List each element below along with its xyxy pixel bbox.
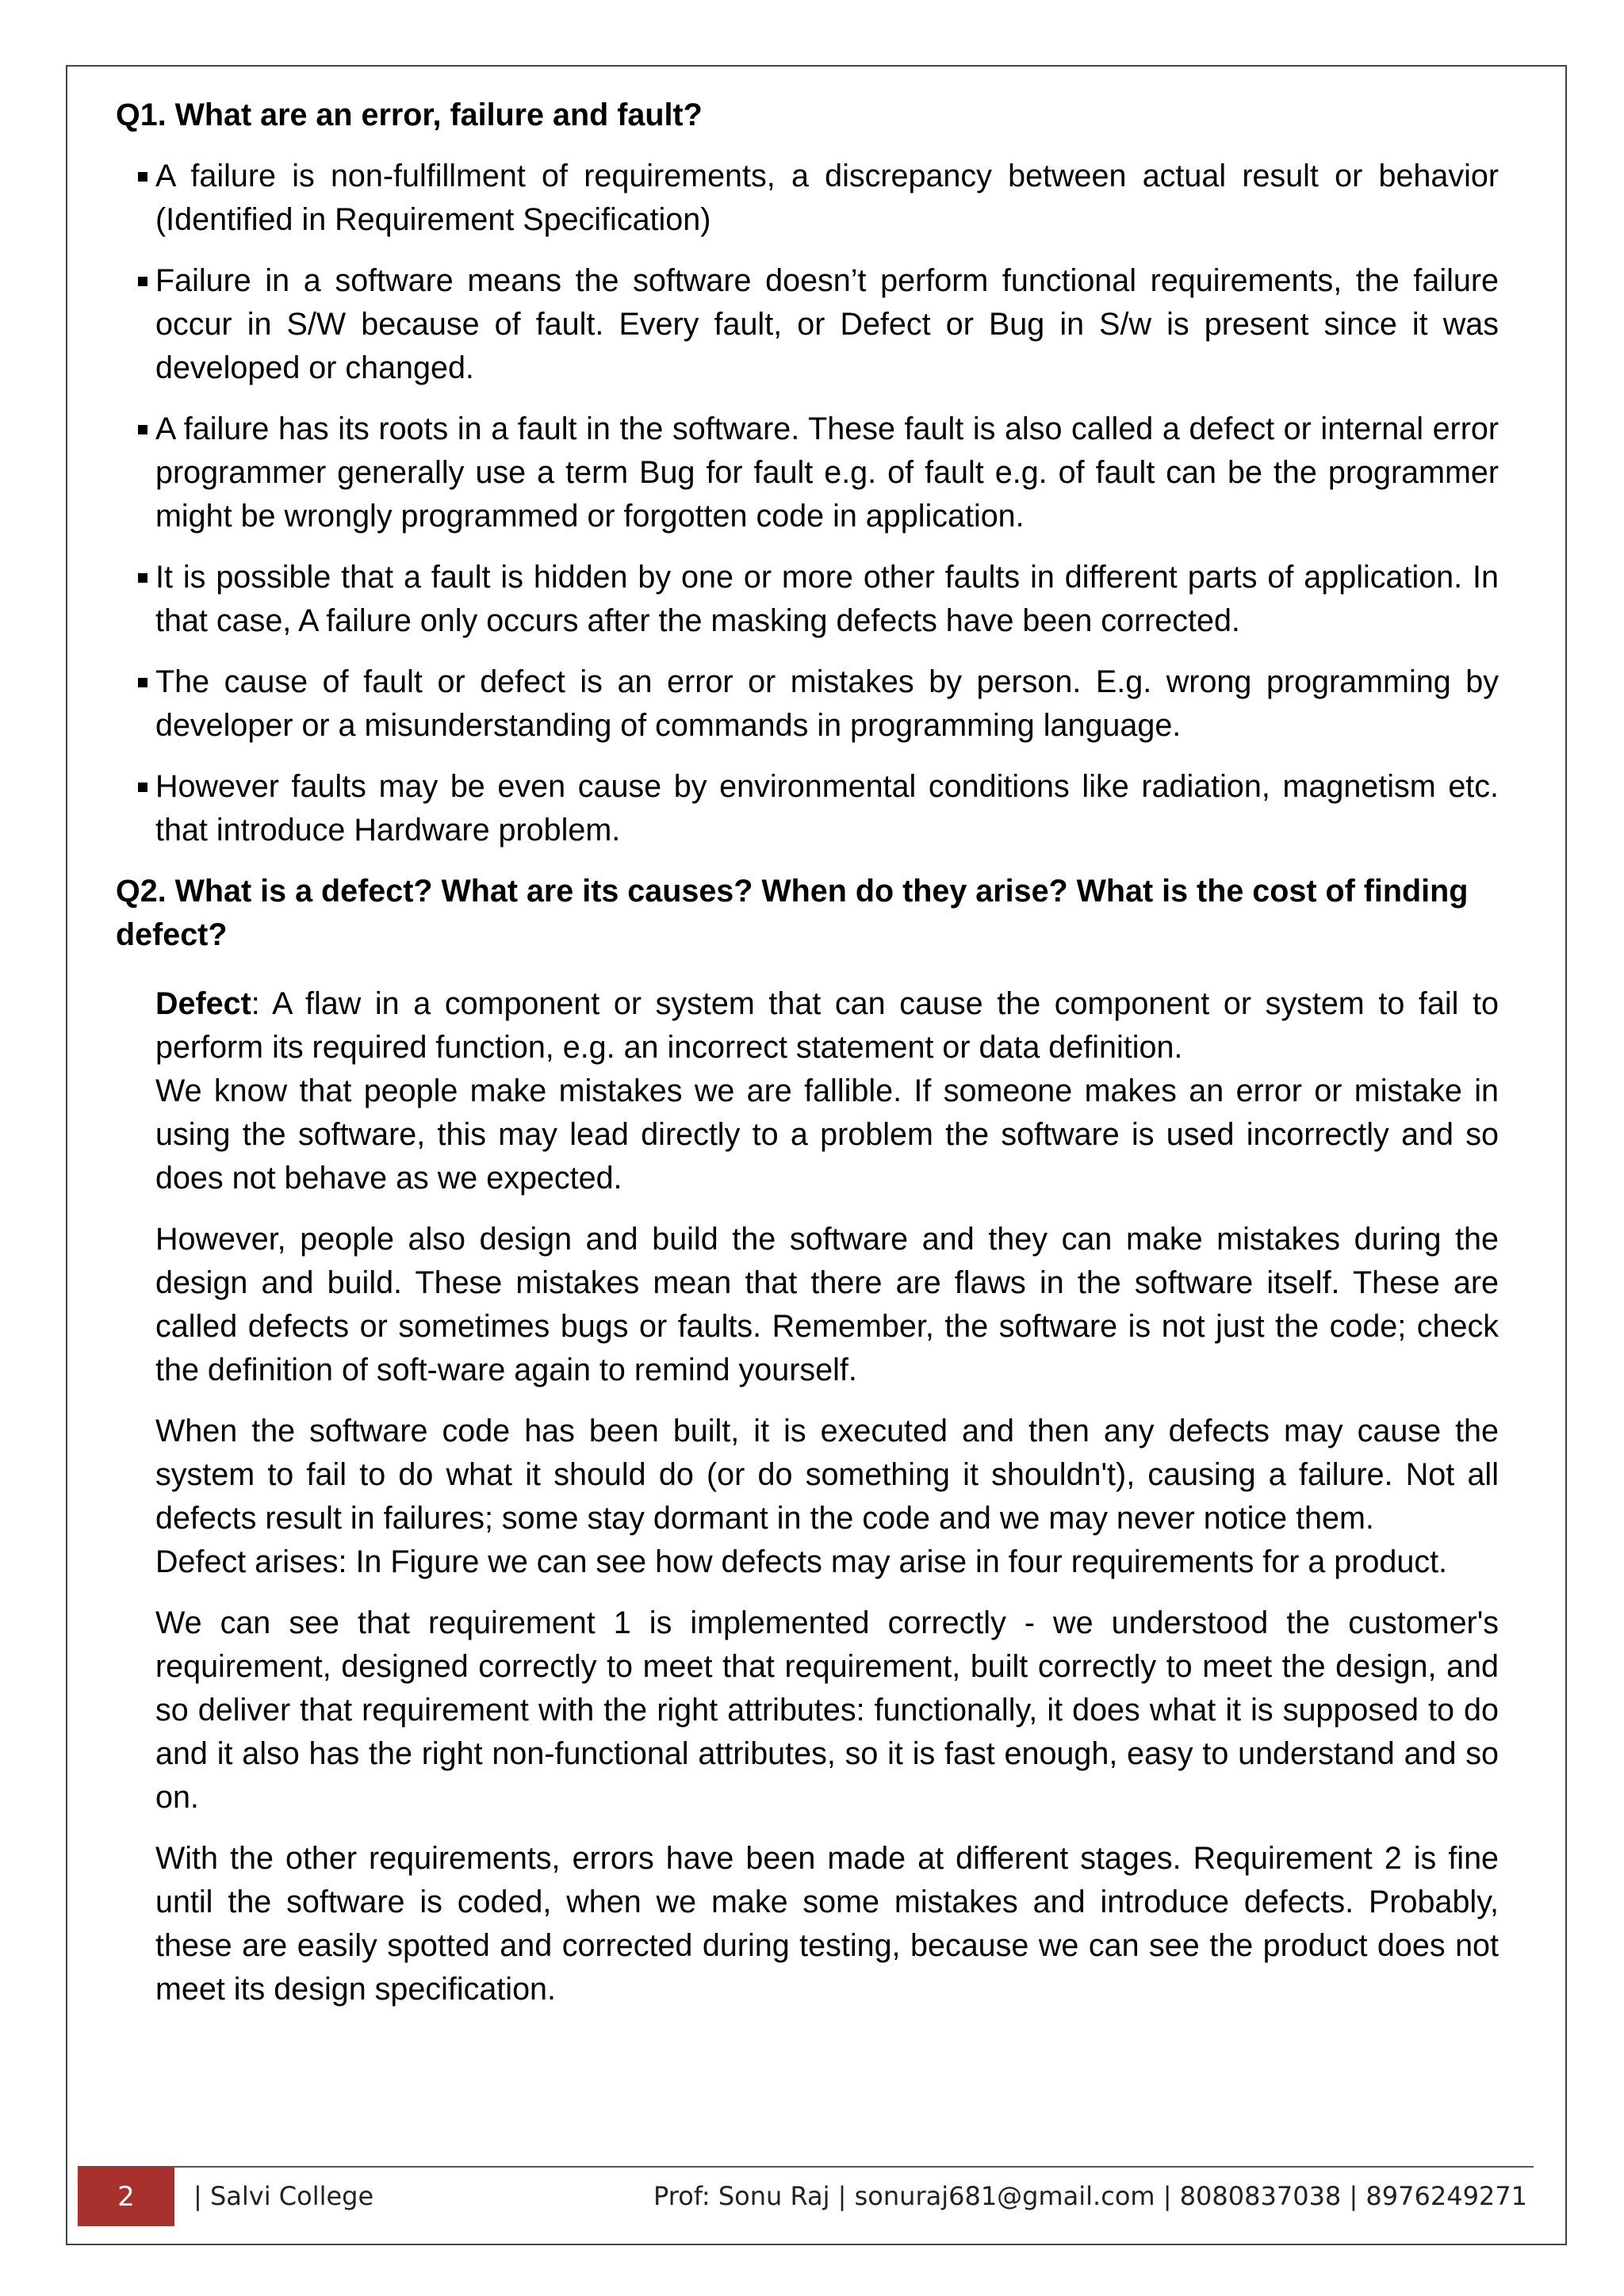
list-item [116,155,1499,242]
list-item [116,556,1499,643]
footer-college: | Salvi College [193,2181,374,2211]
square-bullet-icon [138,277,147,286]
paragraph: When the software code has been built, it is executed and then any defects may cause the system to fail to do what it should do (or do something it shouldn't), causing a failure. Not all defects result in failures; some stay dormant in the code and we may never notice them. [155,1414,1499,1536]
footer-page-number: 2 [78,2168,174,2226]
footer-contact: Prof: Sonu Raj | sonuraj681@gmail.com | 8080837038 | 8976249271 [653,2181,1527,2211]
list-item [116,765,1499,852]
defect-definition: : A flaw in a component or system that can cause the component or system to fail to perform its required function, e.g. an incorrect statement or data definition. [155,986,1499,1065]
defect-definition-paragraph [155,982,1499,1070]
question-1-heading: Q1. What are an error, failure and fault? [116,98,703,132]
question-2-heading: Q2. What is a defect? What are its causes? When do they arise? What is the cost of finding defect? [116,874,1469,952]
square-bullet-icon [138,678,147,687]
list-item [116,660,1499,748]
square-bullet-icon [138,172,147,182]
paragraph: Defect arises: In Figure we can see how defects may arise in four requirements for a product. [155,1544,1448,1579]
square-bullet-icon [138,425,147,434]
list-item [116,408,1499,538]
page-content [116,94,1499,2029]
defect-term: Defect [155,986,251,1021]
question-1-bullet-list [116,155,1499,852]
square-bullet-icon [138,783,147,792]
list-item-text: The cause of fault or defect is an error or mistakes by person. E.g. wrong programming by developer or a misunderstanding of commands in programming language. [155,664,1499,743]
list-item-text: A failure has its roots in a fault in the software. These fault is also called a defect or internal error programmer generally use a term Bug for fault e.g. of fault e.g. of fault can be the programmer might be wrongly programmed or forgotten code in application. [155,411,1499,534]
paragraph: We can see that requirement 1 is implemented correctly - we understood the customer's requirement, designed correctly to meet that requirement, built correctly to meet the design, and so deliver that requirement with the right attributes: functionally, it does what it is supposed to do and it also has the right non-functional attributes, so it is fast enough, easy to understand and so on. [155,1605,1499,1815]
list-item [116,259,1499,390]
paragraph: However, people also design and build the software and they can make mistakes during the design and build. These mistakes mean that there are flaws in the software itself. These are called defects or sometimes bugs or faults. Remember, the software is not just the code; check the definition of soft-ware again to remind yourself. [155,1222,1499,1387]
list-item-text: Failure in a software means the software doesn’t perform functional requirements, the failure occur in S/W because of fault. Every fault, or Defect or Bug in S/w is present since it was developed or changed. [155,263,1499,385]
list-item-text: A failure is non-fulfillment of requirements, a discrepancy between actual result or behavior (Identified in Requirement Specification) [155,159,1499,237]
footer-divider [78,2166,1534,2168]
square-bullet-icon [138,573,147,583]
paragraph: We know that people make mistakes we are fallible. If someone makes an error or mistake in using the software, this may lead directly to a problem the software is used incorrectly and so does not behave as we expected. [155,1073,1499,1196]
paragraph: With the other requirements, errors have been made at different stages. Requirement 2 is fine until the software is coded, when we make some mistakes and introduce defects. Probably, these are easily spotted and corrected during testing, because we can see the product does not meet its design specification. [155,1841,1499,2007]
list-item-text: It is possible that a fault is hidden by one or more other faults in different parts of application. In that case, A failure only occurs after the masking defects have been corrected. [155,560,1499,638]
list-item-text: However faults may be even cause by environmental conditions like radiation, magnetism etc. that introduce Hardware problem. [155,769,1499,848]
